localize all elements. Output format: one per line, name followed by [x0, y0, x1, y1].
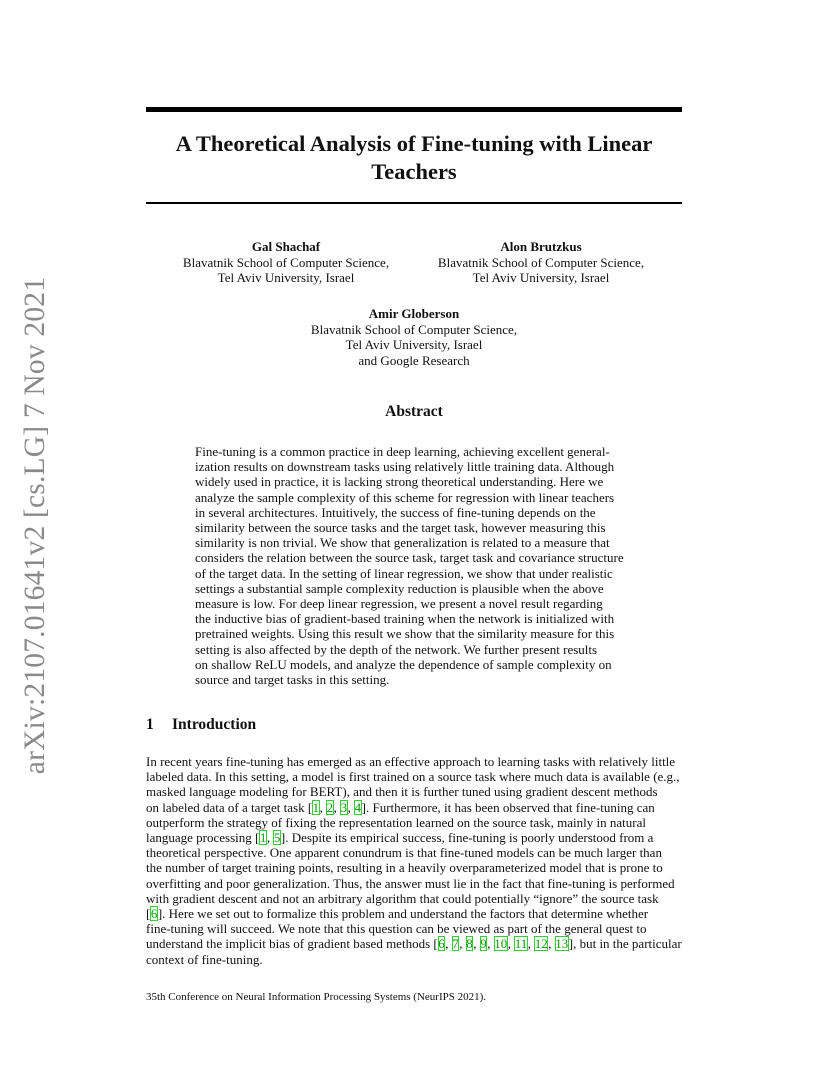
- title-line: Teachers: [371, 159, 457, 184]
- abstract-line: analyze the sample complexity of this scheme for regression with linear teachers: [195, 489, 615, 505]
- author-name: Gal Shachaf: [251, 239, 321, 254]
- intro-text: with gradient descent and not an arbitrary algorithm that could potentially “ignore” the source task: [146, 890, 659, 906]
- intro-text: outperform the strategy of fixing the representation learned on the source task, mainly in natural: [146, 814, 646, 830]
- citation-link[interactable]: 2: [326, 799, 334, 815]
- intro-text: ]. Furthermore, it has been observed that fine-tuning can: [361, 799, 655, 815]
- intro-text: ]. Here we set out to formalize this problem and understand the factors that determine whether: [157, 906, 649, 922]
- intro-text: on labeled data of a target task [: [146, 799, 313, 815]
- abstract-line: similarity is non trivial. We show that generalization is related to a measure that: [195, 535, 610, 551]
- citation-link[interactable]: 5: [273, 830, 281, 846]
- intro-text: ]. Despite its empirical success, fine-tuning is poorly understood from a: [280, 830, 654, 846]
- citation-link[interactable]: 12: [534, 936, 548, 952]
- abstract-line: measure is low. For deep linear regression, we present a novel result regarding: [195, 596, 603, 612]
- abstract-line: similarity between the source tasks and the target task, however measuring this: [195, 520, 606, 536]
- title-bottom-rule: [146, 202, 682, 204]
- citation-link[interactable]: 3: [340, 799, 348, 815]
- section-heading: [146, 716, 256, 734]
- intro-line: on labeled data of a target task [1, 2, 3, 4]. Furthermore, it has been observed that fine-tuning can: [146, 799, 655, 815]
- citation-link[interactable]: 1: [312, 799, 320, 815]
- intro-line: [146, 784, 682, 799]
- conference-footer: 35th Conference on Neural Information Processing Systems (NeurIPS 2021).: [146, 991, 487, 1003]
- paper-title: [146, 130, 682, 186]
- author-affiliation: Blavatnik School of Computer Science,: [182, 254, 390, 270]
- abstract-body: [195, 444, 635, 687]
- author-affiliation: Blavatnik School of Computer Science,: [437, 254, 645, 270]
- intro-line: [146, 891, 682, 906]
- author-block: [299, 306, 529, 368]
- intro-line: [146, 815, 682, 830]
- title-top-rule: [146, 107, 682, 112]
- abstract-line: considers the relation between the source task, target task and covariance structure: [195, 550, 624, 566]
- author-affiliation: Blavatnik School of Computer Science,: [310, 321, 518, 337]
- abstract-line: setting is also affected by the depth of the network. We further present results: [195, 641, 598, 657]
- intro-line: [146, 860, 682, 875]
- author-affiliation: and Google Research: [358, 352, 470, 368]
- citation-link[interactable]: 9: [480, 936, 487, 952]
- intro-line: [146, 769, 682, 784]
- citation-link[interactable]: 6: [438, 936, 445, 952]
- section-title: Introduction: [172, 716, 257, 733]
- intro-text: language processing [: [146, 830, 260, 846]
- intro-text: In recent years fine-tuning has emerged as an effective approach to learning tasks with relatively little: [146, 754, 676, 769]
- abstract-line: on shallow ReLU models, and analyze the dependence of sample complexity on: [195, 656, 612, 672]
- abstract-line: of the target data. In the setting of linear regression, we show that under realistic: [195, 565, 613, 581]
- citation-link[interactable]: 6: [150, 906, 158, 922]
- intro-line: [146, 845, 682, 860]
- intro-line: [146, 876, 682, 891]
- author-affiliation: Tel Aviv University, Israel: [217, 270, 355, 285]
- abstract-line: settings a substantial sample complexity reduction is plausible when the above: [195, 580, 604, 596]
- intro-text: context of fine-tuning.: [146, 951, 263, 967]
- author-block: [426, 239, 656, 286]
- author-affiliation: Tel Aviv University, Israel: [472, 270, 610, 285]
- author-name: Amir Globerson: [368, 306, 460, 321]
- intro-text: labeled data. In this setting, a model is first trained on a source task where much data is available (e.g.,: [146, 769, 680, 785]
- author-affiliation: Tel Aviv University, Israel: [345, 337, 483, 352]
- intro-text: understand the implicit bias of gradient based methods [: [146, 936, 438, 952]
- abstract-line: the inductive bias of gradient-based training when the network is initialized with: [195, 611, 615, 627]
- citation-link[interactable]: 13: [555, 936, 569, 952]
- arxiv-identifier-stamp: [16, 276, 56, 774]
- citation-link[interactable]: 7: [452, 936, 459, 952]
- citation-link[interactable]: 11: [514, 936, 528, 952]
- intro-text: overfitting and poor generalization. Thus, the answer must lie in the fact that fine-tuning is performed: [146, 875, 675, 891]
- intro-line: [146, 952, 682, 967]
- intro-text: theoretical perspective. One apparent conundrum is that fine-tuned models can be much larger than: [146, 845, 662, 861]
- citation-link[interactable]: 8: [466, 936, 473, 952]
- intro-text: fine-tuning will succeed. We note that this question can be viewed as part of the general quest to: [146, 921, 647, 937]
- intro-text: masked language modeling for BERT), and then it is further tuned using gradient descent methods: [146, 784, 658, 800]
- citation-link[interactable]: 10: [494, 936, 508, 952]
- intro-line: [146, 906, 682, 921]
- author-block: [171, 239, 401, 286]
- abstract-line: in several architectures. Intuitively, the success of fine-tuning depends on the: [195, 504, 596, 520]
- abstract-line: widely used in practice, it is lacking strong theoretical understanding. Here we: [195, 474, 604, 490]
- citation-link[interactable]: 1: [259, 830, 267, 846]
- title-line: A Theoretical Analysis of Fine-tuning with Linear: [175, 131, 653, 156]
- citation-link[interactable]: 4: [354, 799, 362, 815]
- section-number: 1: [146, 716, 154, 733]
- introduction-body: [146, 754, 682, 967]
- author-name: Alon Brutzkus: [500, 239, 582, 254]
- intro-text: the number of target training points, resulting in a heavily overparameterized model that is prone to: [146, 860, 663, 876]
- intro-text: [: [146, 906, 151, 922]
- abstract-line: source and target tasks in this setting.: [195, 672, 390, 688]
- intro-line: language processing [1, 5]. Despite its empirical success, fine-tuning is poorly understood from a: [146, 830, 654, 846]
- intro-line: [146, 921, 682, 936]
- abstract-heading: Abstract: [385, 403, 443, 420]
- intro-text: ], but in the particular: [568, 936, 682, 952]
- abstract-line: ization results on downstream tasks using relatively little training data. Although: [195, 459, 615, 475]
- intro-line: understand the implicit bias of gradient based methods [6, 7, 8, 9, 10, 11, 12, 13], but in the particular: [146, 936, 682, 952]
- abstract-line: pretrained weights. Using this result we show that the similarity measure for this: [195, 626, 615, 642]
- abstract-line: Fine-tuning is a common practice in deep learning, achieving excellent general-: [195, 444, 610, 459]
- arxiv-identifier-text: arXiv:2107.01641v2 [cs.LG] 7 Nov 2021: [19, 276, 52, 774]
- intro-line: [146, 754, 682, 769]
